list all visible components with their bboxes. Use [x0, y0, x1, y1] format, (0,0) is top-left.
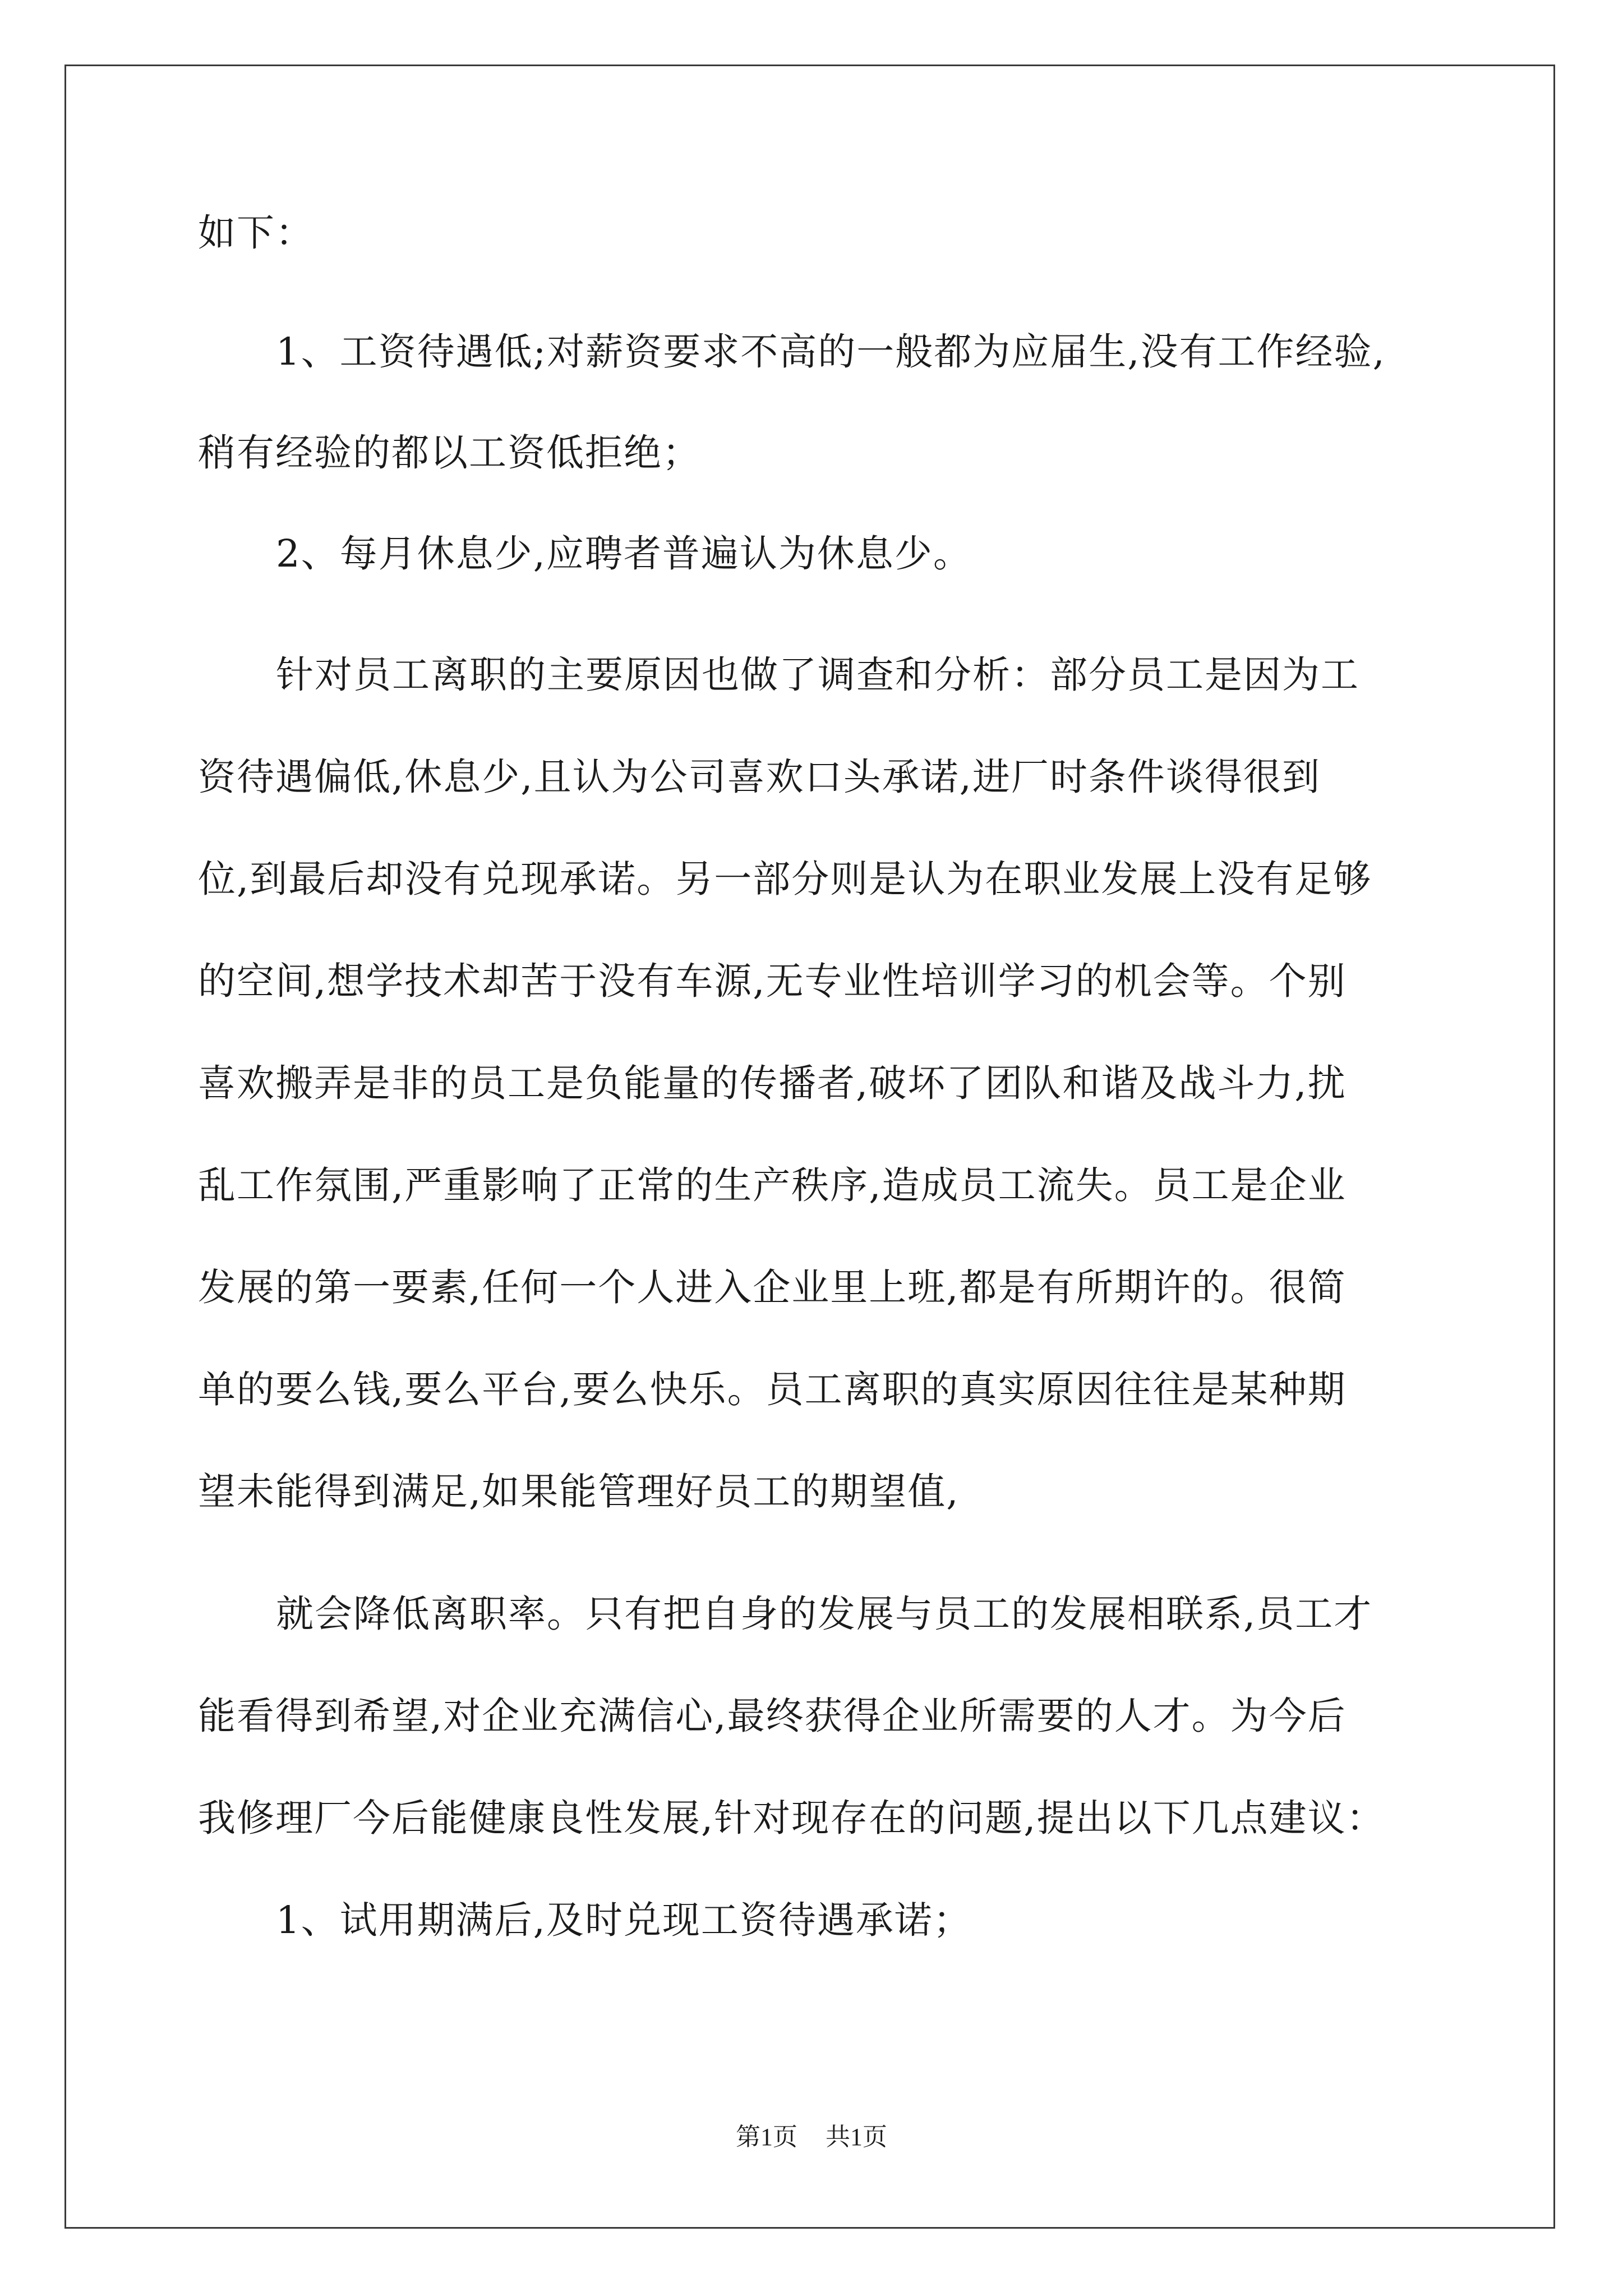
text-line: 针对员工离职的主要原因也做了调查和分析：部分员工是因为工	[276, 653, 1359, 697]
text-line: 发展的第一要素,任何一个人进入企业里上班,都是有所期许的。很简	[198, 1266, 1347, 1309]
text-line: 喜欢搬弄是非的员工是负能量的传播者,破坏了团队和谐及战斗力,扰	[198, 1061, 1347, 1105]
page-number: 第1页	[736, 2123, 797, 2151]
text-line: 稍有经验的都以工资低拒绝；	[198, 431, 701, 475]
text-line: 就会降低离职率。只有把自身的发展与员工的发展相联系,员工才	[276, 1592, 1373, 1636]
text-line: 如下：	[198, 211, 314, 255]
text-line: 望未能得到满足,如果能管理好员工的期望值,	[198, 1470, 960, 1513]
text-line: 单的要么钱,要么平台,要么快乐。员工离职的真实原因往往是某种期	[198, 1368, 1347, 1411]
page-footer	[0, 2120, 1623, 2154]
text-line: 位,到最后却没有兑现承诺。另一部分则是认为在职业发展上没有足够	[198, 857, 1372, 901]
text-line: 2、每月休息少,应聘者普遍认为休息少。	[276, 532, 972, 576]
text-line: 1、工资待遇低;对薪资要求不高的一般都为应届生,没有工作经验,	[276, 330, 1386, 374]
text-line: 1、试用期满后,及时兑现工资待遇承诺；	[276, 1898, 972, 1942]
page-total: 共1页	[826, 2123, 887, 2151]
text-line: 我修理厂今后能健康良性发展,针对现存在的问题,提出以下几点建议：	[198, 1796, 1385, 1840]
text-line: 的空间,想学技术却苦于没有车源,无专业性培训学习的机会等。个别	[198, 959, 1347, 1003]
text-line: 资待遇偏低,休息少,且认为公司喜欢口头承诺,进厂时条件谈得很到	[198, 755, 1321, 799]
text-line: 能看得到希望,对企业充满信心,最终获得企业所需要的人才。为今后	[198, 1694, 1347, 1738]
text-line: 乱工作氛围,严重影响了正常的生产秩序,造成员工流失。员工是企业	[198, 1163, 1347, 1207]
